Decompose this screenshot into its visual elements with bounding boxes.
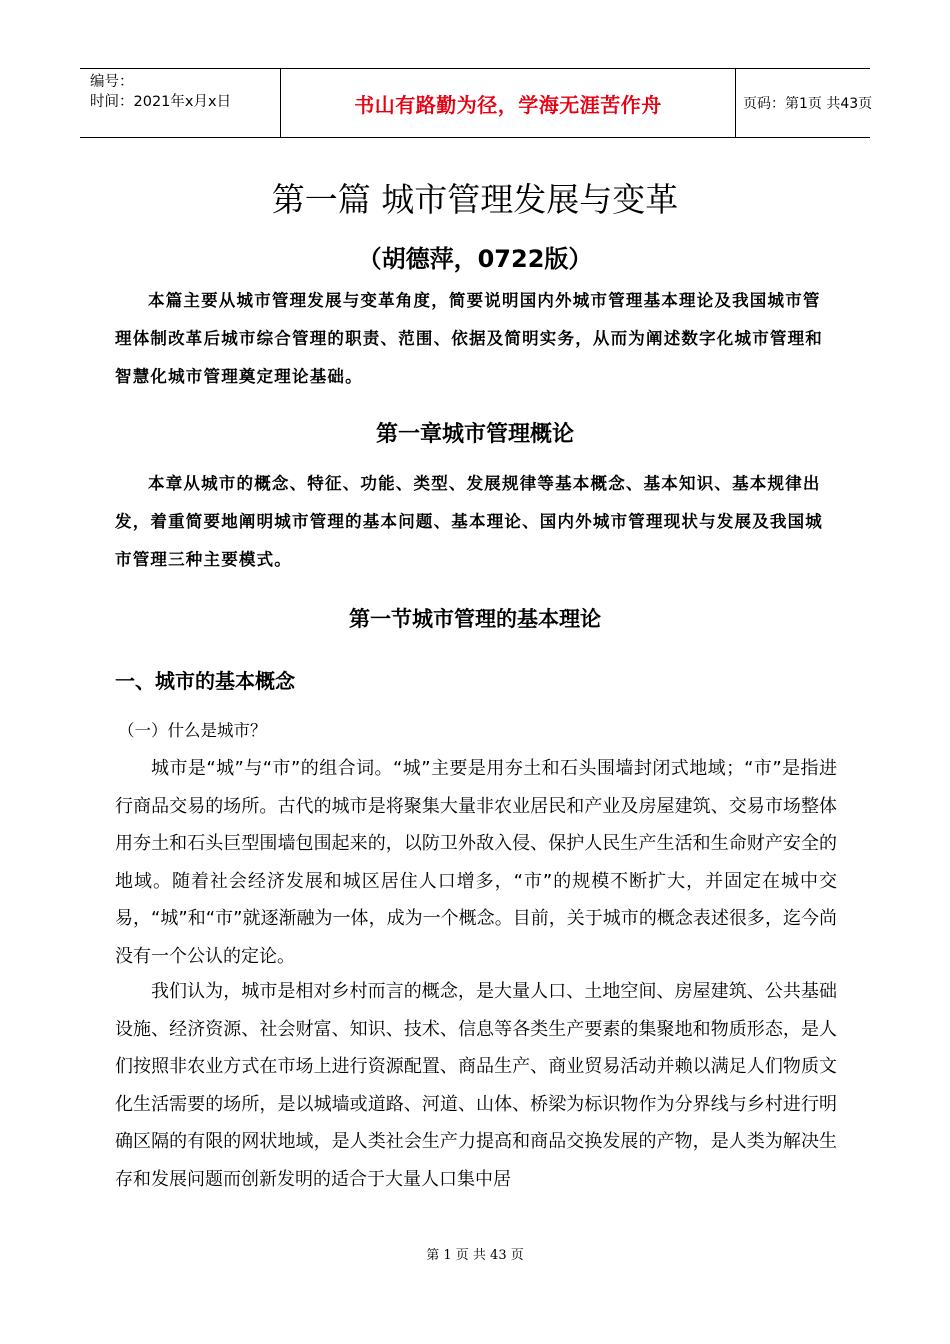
chapter-title: 第一章城市管理概论 (375, 422, 574, 447)
heading-level-2: （一）什么是城市？ (118, 721, 267, 740)
header-motto-cell (280, 69, 736, 137)
page-title: 第一篇 城市管理发展与变革 (271, 180, 679, 219)
document-header (80, 68, 873, 138)
time-label: 时间：2021年x月x日 (90, 94, 232, 110)
page-code: 页码：第1页 共43页 (743, 96, 873, 112)
page-subtitle: （胡德萍，0722版） (357, 245, 593, 273)
motto: 书山有路勤为径，学海无涯苦作舟 (354, 92, 662, 117)
number-label: 编号： (90, 74, 134, 90)
chapter-intro-paragraph: 本章从城市的概念、特征、功能、类型、发展规律等基本概念、基本知识、基本规律出发，着重简要地阐明城市管理的基本问题、基本理论、国内外城市管理现状与发展及我国城市管理三种主要模式。 (115, 474, 823, 569)
intro-paragraph: 本篇主要从城市管理发展与变革角度，简要说明国内外城市管理基本理论及我国城市管理体制改革后城市综合管理的职责、范围、依据及简明实务，从而为阐述数字化城市管理和智慧化城市管理奠定理论基础。 (115, 291, 823, 386)
body-paragraph-2: 我们认为，城市是相对乡村而言的概念，是大量人口、土地空间、房屋建筑、公共基础设施、经济资源、社会财富、知识、技术、信息等各类生产要素的集聚地和物质形态，是人们按照非农业方式在市场上进行资源配置、商品生产、商业贸易活动并赖以满足人们物质文化生活需要的场所，是以城墙或道路、河道、山体、桥梁为标识物作为分界线与乡村进行明确区隔的有限的网状地域，是人类社会生产力提高和商品交换发展的产物，是人类为解决生存和发展问题而创新发明的适合于大量人口集中居 (115, 981, 837, 1190)
header-right-cell (735, 69, 878, 137)
section-title: 第一节城市管理的基本理论 (349, 607, 601, 631)
heading-level-1: 一、城市的基本概念 (115, 669, 295, 693)
body-paragraph-1: 城市是“城”与“市”的组合词。“城”主要是用夯土和石头围墙封闭式地域；“市”是指进行商品交易的场所。古代的城市是将聚集大量非农业居民和产业及房屋建筑、交易市场整体用夯土和石头巨型围墙包围起来的，以防卫外敌入侵、保护人民生产生活和生命财产安全的地域。随着社会经济发展和城区居住人口增多，“市”的规模不断扩大，并固定在城中交易，“城”和“市”就逐渐融为一体，成为一个概念。目前，关于城市的概念表述很多，迄今尚没有一个公认的定论。 (115, 758, 837, 967)
page-footer: 第 1 页 共 43 页 (426, 1248, 524, 1263)
header-left-cell (80, 69, 280, 137)
